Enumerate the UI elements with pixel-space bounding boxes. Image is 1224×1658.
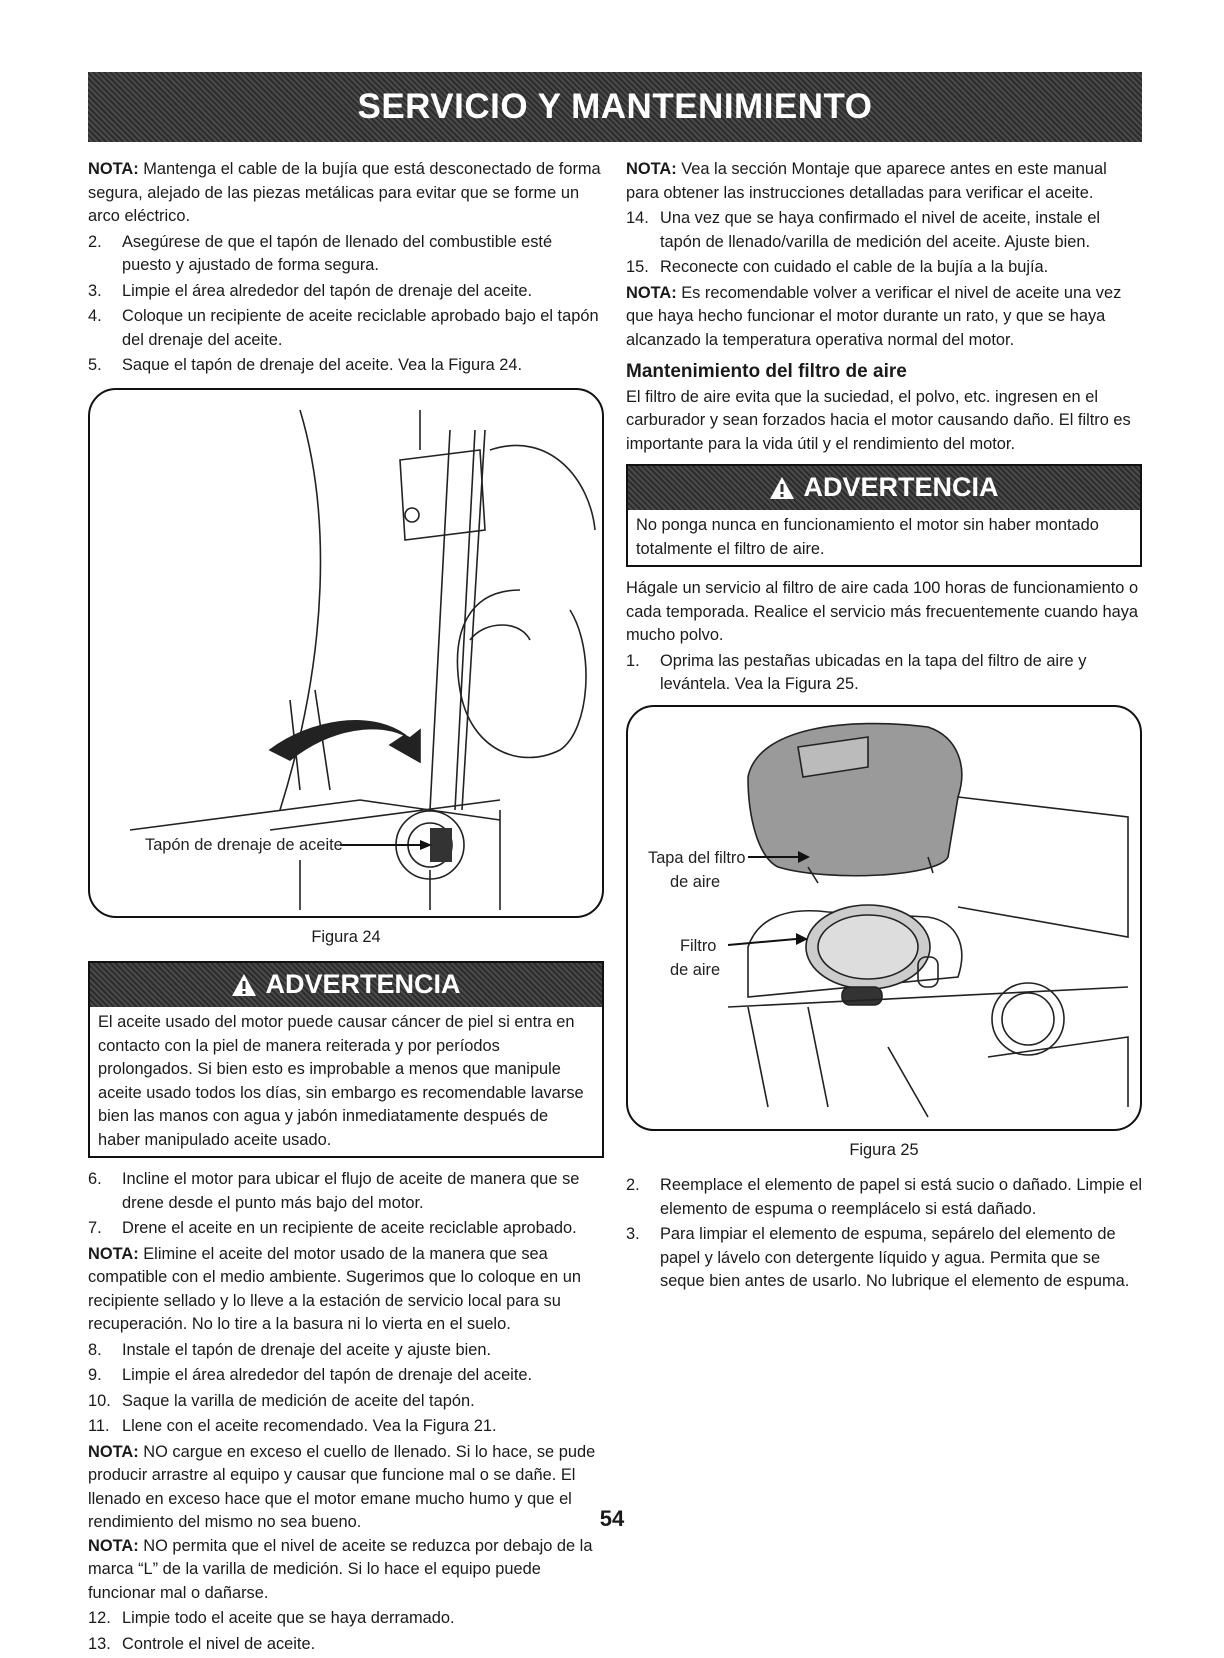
warning-title: ADVERTENCIA <box>265 969 461 1000</box>
list-item: 4. Coloque un recipiente de aceite reciclable aprobado bajo el tapón del drenaje del aceite. <box>88 307 599 349</box>
figure-25 <box>626 705 1142 1131</box>
section-intro: El filtro de aire evita que la suciedad, el polvo, etc. ingresen en el carburador y sean forzados hacia el motor causando daño. El filtro es importante para la vida útil y el rendimiento del motor. <box>626 387 1131 453</box>
note-paragraph: NOTA: Es recomendable volver a verificar el nivel de aceite una vez que haya hecho funcionar el motor durante un rato, y que se haya alcanzado la temperatura operativa normal del motor. <box>626 283 1122 349</box>
warning-text: El aceite usado del motor puede causar cáncer de piel si entra en contacto con la piel de manera reiterada y por períodos prolongados. Si bien esto es improbable a menos que manipule aceite usado todos los días, sin embargo es recomendable lavarse bien las manos con agua y jabón inmediatamente después de haber manipulado aceite usado. <box>98 1013 584 1149</box>
drain-plug-shape <box>430 828 452 862</box>
list-item: 8. Instale el tapón de drenaje del aceite y ajuste bien. <box>88 1340 492 1359</box>
list-item: 2. Reemplace el elemento de papel si está sucio o dañado. Limpie el elemento de espuma o reemplácelo si está dañado. <box>626 1176 1143 1218</box>
right-column <box>626 158 1142 1296</box>
drain-plug-callout: Tapón de drenaje de aceite <box>145 835 343 854</box>
page-banner <box>88 72 1142 142</box>
air-filter-illustration <box>628 707 1140 1125</box>
note-paragraph: NOTA: NO cargue en exceso el cuello de llenado. Si lo hace, se pude producir arrastre al equipo y causar que funcione mal o se dañe. El llenado en exceso hace que el motor emane mucho humo y que el rendimiento del mismo no sea bueno. <box>88 1442 596 1531</box>
filter-callout-line2: de aire <box>670 960 721 979</box>
list-item: 2. Asegúrese de que el tapón de llenado del combustible esté puesto y ajustado de forma segura. <box>88 232 553 274</box>
section-heading: Mantenimiento del filtro de aire <box>626 361 907 382</box>
list-item: 3. Para limpiar el elemento de espuma, sepárelo del elemento de papel y lávelo con detergente líquido y agua. Permita que se seque bien antes de usarlo. No lubrique el elemento de espuma. <box>626 1225 1130 1290</box>
steps-list <box>626 650 1142 697</box>
steps-list <box>88 1339 604 1439</box>
list-item: 12. Limpie todo el aceite que se haya derramado. <box>88 1609 455 1627</box>
note-paragraph: NOTA: Elimine el aceite del motor usado de la manera que sea compatible con el medio ambiente. Sugerimos que lo coloque en un recipiente sellado y lo lleve a la estación de servicio local para su recuperación. No lo tire a la basura ni lo vierta en el suelo. <box>88 1244 581 1333</box>
steps-list <box>88 1607 604 1656</box>
list-item: 3. Limpie el área alrededor del tapón de drenaje del aceite. <box>88 281 533 300</box>
warning-text: No ponga nunca en funcionamiento el motor sin haber montado totalmente el filtro de aire. <box>636 516 1099 558</box>
list-item: 6. Incline el motor para ubicar el flujo de aceite de manera que se drene desde el punto más bajo del motor. <box>88 1170 580 1212</box>
steps-list <box>626 1174 1142 1294</box>
list-item: 14. Una vez que se haya confirmado el nivel de aceite, instale el tapón de llenado/varilla de medición del aceite. Ajuste bien. <box>626 209 1101 251</box>
list-item: 5. Saque el tapón de drenaje del aceite. Vea la Figura 24. <box>88 356 523 374</box>
list-item: 1. Oprima las pestañas ubicadas en la tapa del filtro de aire y levántela. Vea la Figura 25. <box>626 651 1087 693</box>
figure-caption: Figura 24 <box>311 927 381 946</box>
list-item: 7. Drene el aceite en un recipiente de aceite reciclable aprobado. <box>88 1219 577 1237</box>
warning-box <box>626 464 1142 567</box>
service-paragraph: Hágale un servicio al filtro de aire cada 100 horas de funcionamiento o cada temporada. Realice el servicio más frecuentemente cuando haya mucho polvo. <box>626 579 1139 644</box>
list-item: 11. Llene con el aceite recomendado. Vea la Figura 21. <box>88 1417 497 1435</box>
list-item: 10. Saque la varilla de medición de aceite del tapón. <box>88 1391 475 1410</box>
steps-list <box>626 207 1142 280</box>
filter-callout-line1: Filtro <box>680 936 717 955</box>
page-title: SERVICIO Y MANTENIMIENTO <box>357 87 873 126</box>
list-item: 9. Limpie el área alrededor del tapón de drenaje del aceite. <box>88 1366 533 1384</box>
warning-box <box>88 961 604 1158</box>
oil-drain-illustration <box>90 390 602 912</box>
warning-title: ADVERTENCIA <box>803 472 999 503</box>
warning-triangle-icon <box>231 973 257 997</box>
page-number: 54 <box>599 1506 625 1531</box>
list-item: 15. Reconecte con cuidado el cable de la bujía a la bujía. <box>626 258 1049 276</box>
warning-header <box>628 466 1140 510</box>
cover-callout-line2: de aire <box>670 872 721 891</box>
steps-list <box>88 1168 604 1241</box>
note-paragraph: NOTA: NO permita que el nivel de aceite se reduzca por debajo de la marca “L” de la varilla de medición. Si lo hace el equipo puede funcionar mal o dañarse. <box>88 1536 593 1602</box>
warning-triangle-icon <box>769 476 795 500</box>
list-item: 13. Controle el nivel de aceite. <box>88 1634 316 1653</box>
figure-caption: Figura 25 <box>849 1140 919 1159</box>
cover-callout-line1: Tapa del filtro <box>648 848 746 867</box>
left-column <box>88 158 604 1658</box>
note-paragraph: NOTA: Vea la sección Montaje que aparece antes en este manual para obtener las instrucciones detalladas para verificar el aceite. <box>626 160 1107 202</box>
steps-list <box>88 231 604 378</box>
note-paragraph: NOTA: Mantenga el cable de la bujía que está desconectado de forma segura, alejado de las piezas metálicas para evitar que se forme un arco eléctrico. <box>88 160 601 225</box>
figure-24 <box>88 388 604 918</box>
warning-header <box>90 963 602 1007</box>
